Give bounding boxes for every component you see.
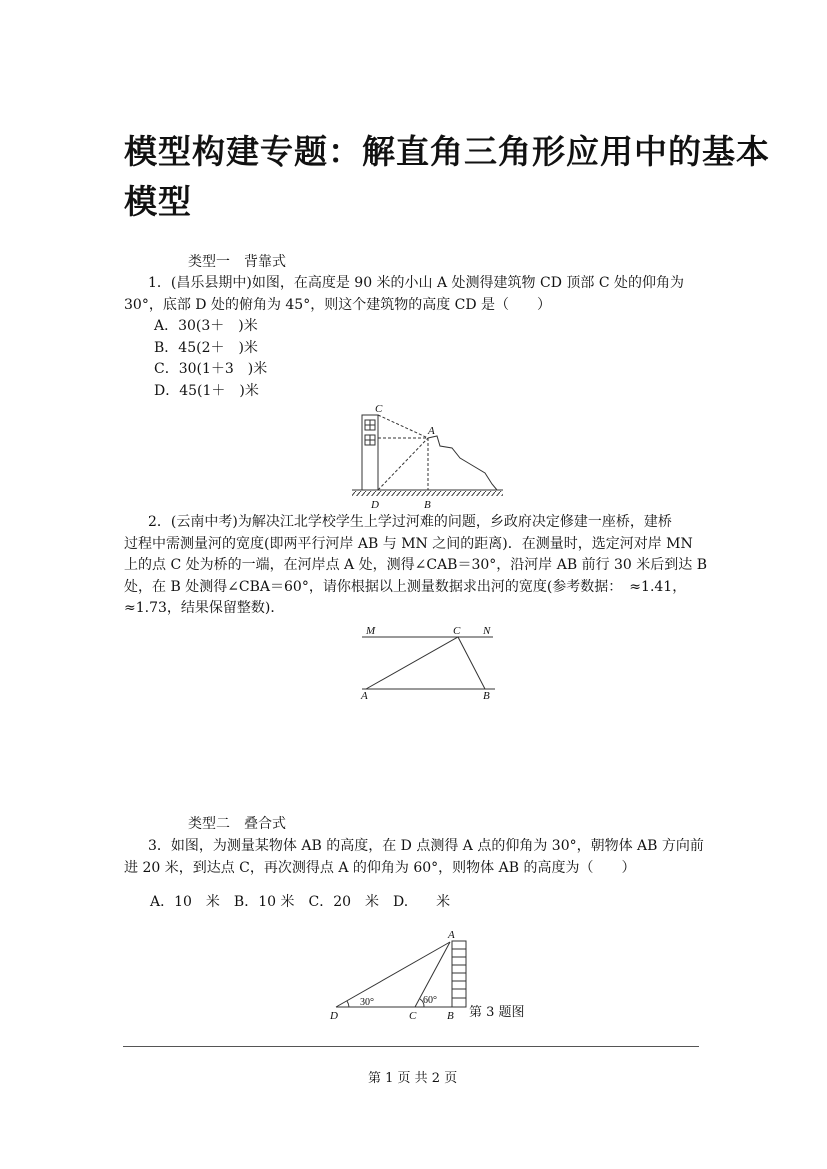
label-c: C [453,625,461,637]
ladder [452,941,466,1007]
label-d: D [371,499,379,511]
label-b: B [424,499,431,511]
hill [428,436,497,490]
q2-line-5: ≈1.73，结果保留整数)． [124,600,285,616]
q1-option-b: B．45(2＋ )米 [154,340,258,356]
q1-figure [352,403,503,511]
q1-option-c: C．30(1＋3 )米 [154,361,268,377]
section-heading-1: 类型一 背靠式 [188,254,286,270]
q1-line-2: 30°，底部 D 处的俯角为 45°，则这个建筑物的高度 CD 是（ ） [124,297,552,313]
title-line-2: 模型 [124,182,192,221]
label-m: M [366,625,376,637]
label-b: B [483,690,490,702]
label-a: A [428,425,435,437]
label-d: D [330,1010,338,1022]
label-c: C [409,1010,417,1022]
q3-options: A．10 米 B．10 米 C．20 米 D. 米 [150,894,451,910]
q2-line-2: 过程中需测量河的宽度(即两平行河岸 AB 与 MN 之间的距离)．在测量时，选定河对岸 MN [124,536,693,552]
angle-60: 60° [423,995,437,1006]
q2-line-4: 处，在 B 处测得∠CBA＝60°，请你根据以上测量数据求出河的宽度(参考数据： ≈1.41， [124,579,687,595]
q2-figure [360,625,495,702]
angle-30: 30° [360,997,374,1008]
label-c: C [375,403,383,415]
q1-line-1: 1．(昌乐县期中)如图，在高度是 90 米的小山 A 处测得建筑物 CD 顶部 C 处的仰角为 [148,275,685,291]
q3-figure [329,929,466,1022]
label-n: N [483,625,491,637]
q1-option-d: D．45(1＋ )米 [154,383,259,399]
q3-line-1: 3．如图，为测量某物体 AB 的高度，在 D 点测得 A 点的仰角为 30°，朝物体 AB 方向前 [148,838,704,854]
q2-line-1: 2．(云南中考)为解决江北学校学生上学过河难的问题，乡政府决定修建一座桥，建桥 [148,514,672,530]
title-line-1: 模型构建专题：解直角三角形应用中的基本 [124,132,770,171]
q3-figure-caption: 第 3 题图 [469,1005,525,1020]
section-heading-2: 类型二 叠合式 [188,816,286,832]
q1-option-a: A．30(3＋ )米 [154,318,258,334]
q3-line-2: 进 20 米，到达点 C，再次测得点 A 的仰角为 60°，则物体 AB 的高度为（ ） [124,860,636,876]
label-a: A [361,690,368,702]
label-b: B [447,1010,454,1022]
page-number: 第 1 页 共 2 页 [368,1071,458,1086]
footer-divider [123,1046,699,1047]
q2-line-3: 上的点 C 处为桥的一端，在河岸点 A 处，测得∠CAB＝30°，沿河岸 AB 前行 30 米后到达 B [124,557,708,573]
label-a: A [448,929,455,941]
